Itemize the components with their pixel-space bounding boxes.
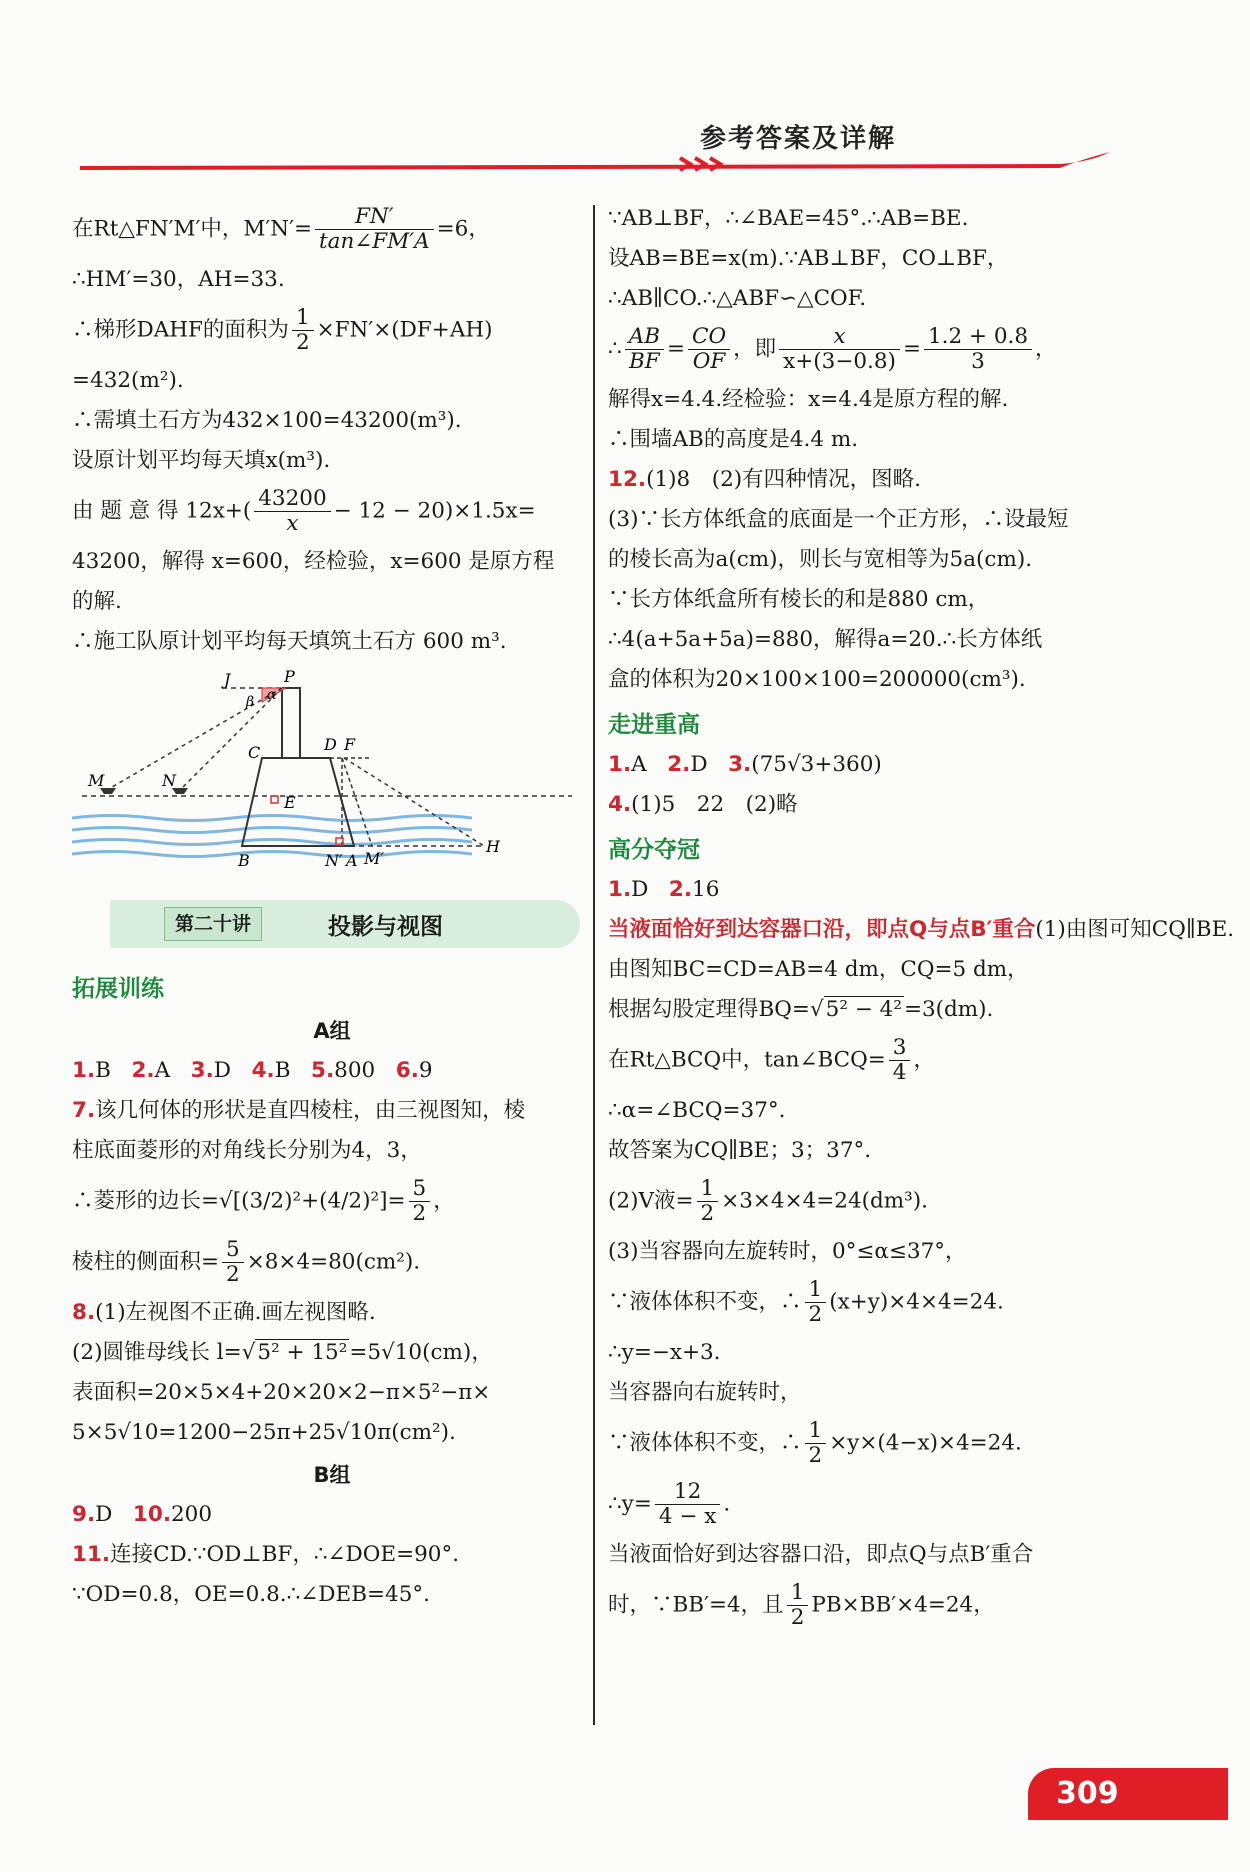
gaofen-q3-line-3: 根据勾股定理得BQ=√5² − 4²=3(dm). [608,997,994,1022]
answer: D [213,1058,232,1083]
text: ，即 [733,336,777,362]
numerator: 1 [805,1419,827,1444]
q12-line-5: ∴4(a+5a+5a)=880，解得a=20.∴长方体纸 [608,627,1043,652]
text: (1)由图可知CQ∥BE. [1035,917,1235,942]
text: 根据勾股定理得BQ= [608,997,810,1022]
text: 棱柱的侧面积= [72,1249,220,1275]
answers-zoujin [608,751,1128,779]
fraction [625,325,664,374]
q8-line-3: 表面积=20×5×4+20×20×2−π×5²−π× [72,1380,491,1405]
left-line-9: 的解. [72,589,122,614]
text: ∴ [608,336,622,362]
fraction [292,306,314,355]
text: ×3×4×4=24(dm³). [721,1188,929,1214]
label-J: J [224,670,231,689]
right-line-5: 解得x=4.4.经检验：x=4.4是原方程的解. [608,387,1009,412]
fraction [779,325,900,374]
q8-line-1 [72,1299,592,1327]
fraction [805,1278,827,1327]
answer: B [95,1058,111,1083]
gaofen-q3-line-10: ∴y=−x+3. [608,1340,721,1365]
q-number: 1. [608,752,632,777]
q7-line-2: 柱底面菱形的对角线长分别为4，3， [72,1138,422,1163]
answer: D [690,752,708,777]
answer: 9 [418,1058,433,1083]
label-alpha: α [267,687,277,703]
denominator: tan∠FM′A [318,229,430,254]
label-beta: β [246,694,255,710]
q-number: 3. [728,752,752,777]
gaofen-q3-line-1 [608,916,1235,944]
text: ×8×4=80(cm²). [246,1249,421,1275]
equals: = [667,336,686,362]
q-number: 11. [72,1542,111,1567]
denominator: 2 [808,1443,823,1468]
page-number: 309 [1056,1776,1119,1811]
q8-line-4: 5×5√10=1200−25π+25√10π(cm²). [72,1420,456,1445]
answer: 200 [171,1502,213,1527]
label-P: P [284,668,295,686]
text: 连接CD.∵OD⊥BF，∴∠DOE=90°. [110,1542,460,1567]
fraction [787,1581,809,1630]
text: ∵液体体积不变，∴ [608,1430,802,1456]
denominator: 2 [700,1201,715,1226]
answer: D [631,877,649,902]
answer: 800 [334,1058,376,1083]
denominator: 2 [790,1605,805,1630]
left-line-6: 设原计划平均每天填x(m³). [72,448,331,473]
text: ∴梯形DAHF的面积为 [72,317,289,343]
numerator: 1 [292,306,314,331]
text: ×y×(4−x)×4=24. [829,1430,1022,1456]
q12-line-3: 的棱长高为a(cm)，则长与宽相等为5a(cm). [608,547,1033,572]
text: =3(dm). [903,997,994,1022]
q12-line-2: (3)∵长方体纸盒的底面是一个正方形，∴设最短 [608,507,1069,532]
text: 时，∵BB′=4，且 [608,1592,784,1618]
group-b-heading: B组 [313,1463,351,1487]
label-B: B [238,851,250,870]
numerator: 12 [655,1480,721,1505]
q-number: 4. [608,792,632,817]
gaofen-q3-line-11: 当容器向右旋转时， [608,1380,802,1405]
gaofen-q3-line-8: (3)当容器向左旋转时，0°≤α≤37°， [608,1239,967,1264]
fraction [254,487,330,536]
right-line-6: ∴围墙AB的高度是4.4 m. [608,427,859,452]
text: . [723,1491,731,1517]
numerator: x [779,325,900,350]
left-column [72,205,592,1621]
text: − 12 − 20)×1.5x= [333,498,536,524]
text: ， [433,1188,455,1214]
denominator: 4 [892,1060,907,1085]
numerator: CO [688,325,730,350]
label-F: F [344,735,356,754]
text: ×FN′×(DF+AH) [316,317,493,343]
text: 在Rt△BCQ中，tan∠BCQ= [608,1047,886,1073]
denominator: 2 [808,1302,823,1327]
label-H: H [486,837,500,856]
text: (2)圆锥母线长 l= [72,1340,242,1365]
q-number: 2. [131,1058,155,1083]
numerator: 5 [409,1177,431,1202]
numerator: 1 [787,1581,809,1606]
label-D: D [324,735,337,754]
right-line-3: ∴AB∥CO.∴△ABF∽△COF. [608,286,867,311]
label-N-prime: N′ [325,851,343,870]
text: (x+y)×4×4=24. [829,1289,1004,1315]
geometry-figure [72,668,592,888]
fraction [805,1419,827,1468]
label-E: E [284,793,296,812]
numerator: 3 [889,1036,911,1061]
label-M: M [88,771,105,790]
denominator: x [286,511,299,536]
q-number: 1. [608,877,632,902]
header-decoration [80,150,1110,174]
q-number: 4. [251,1058,275,1083]
gaofen-q3-line-9 [608,1278,1128,1327]
q-number: 10. [132,1502,171,1527]
q-number: 7. [72,1098,96,1123]
fraction [697,1177,719,1226]
right-line-4 [608,325,1128,374]
left-line-10: ∴施工队原计划平均每天填筑土石方 600 m³. [72,629,507,654]
gaofen-q3-line-7 [608,1177,1128,1226]
fraction [315,205,434,254]
gaofen-q3-line-6: 故答案为CQ∥BE；3；37°. [608,1138,872,1163]
text: =5√10(cm)， [349,1340,493,1365]
text: ∵液体体积不变，∴ [608,1289,802,1315]
lesson-title: 投影与视图 [328,914,443,940]
gaofen-q3-line-12 [608,1419,1128,1468]
answers-group-a [72,1057,592,1085]
answer: (75√3+360) [751,752,882,777]
group-a-heading: A组 [313,1019,351,1043]
fraction [688,325,730,374]
fraction [409,1177,431,1226]
label-M-prime: M′ [364,849,385,868]
section-heading-gaofen: 高分夺冠 [608,837,700,863]
left-line-4: =432(m²). [72,368,184,393]
label-A: A [346,851,358,870]
lesson-tag: 第二十讲 [164,907,262,941]
numerator: 1.2 + 0.8 [924,325,1032,350]
q-number: 当液面恰好到达容器口沿，即点Q与点B′重合 [608,917,1036,942]
answer: A [631,752,647,777]
q-number: 12. [608,467,647,492]
gaofen-q3-line-13 [608,1480,1128,1529]
equals: = [902,336,921,362]
answer: A [154,1058,171,1083]
numerator: 43200 [254,487,330,512]
fraction [655,1480,721,1529]
q8-line-2: (2)圆锥母线长 l=√5² + 15²=5√10(cm)， [72,1340,493,1365]
section-heading-extension: 拓展训练 [72,976,164,1002]
denominator: BF [628,349,660,374]
text: ∴菱形的边长=√[(3/2)²+(4/2)²]= [72,1188,406,1214]
left-line-7 [72,487,592,536]
q-number: 5. [311,1058,335,1083]
left-line-3 [72,306,592,355]
answer: (1)5 22 (2)略 [631,792,798,817]
text: 该几何体的形状是直四棱柱，由三视图知，棱 [95,1098,526,1123]
right-line-2: 设AB=BE=x(m).∵AB⊥BF，CO⊥BF， [608,246,1009,271]
gaofen-q3-line-14: 当液面恰好到达容器口沿，即点Q与点B′重合 [608,1542,1034,1567]
answers-gaofen [608,876,1128,904]
right-column [608,205,1235,1642]
denominator: x+(3−0.8) [783,349,896,374]
label-C: C [248,743,261,762]
numerator: 1 [805,1278,827,1303]
gaofen-q3-line-5: ∴α=∠BCQ=37°. [608,1098,786,1123]
figure-svg [72,668,592,888]
fraction [924,325,1032,374]
denominator: 2 [412,1201,427,1226]
zoujin-q4 [608,791,1128,819]
denominator: 2 [226,1262,240,1287]
q11-line-2: ∵OD=0.8，OE=0.8.∴∠DEB=45°. [72,1582,430,1607]
right-line-1: ∵AB⊥BF，∴∠BAE=45°.∴AB=BE. [608,206,969,231]
text: ， [913,1047,935,1073]
text: ∴y= [608,1491,652,1517]
text: (2)V液= [608,1188,694,1214]
denominator: 2 [295,330,310,355]
q12-line-6: 盒的体积为20×100×100=200000(cm³). [608,667,1026,692]
text: (1)左视图不正确.画左视图略. [95,1300,376,1325]
q-number: 3. [190,1058,214,1083]
answer: B [274,1058,291,1083]
text: =6， [436,216,490,242]
denominator: 4 − x [658,1504,717,1529]
text: 在Rt△FN′M′中，M′N′= [72,216,312,242]
radicand: 5² − 4² [825,997,902,1022]
answer: D [95,1502,113,1527]
lesson-banner [110,900,580,948]
numerator: AB [625,325,664,350]
header-title: 参考答案及详解 [700,124,897,154]
q7-line-4 [72,1238,592,1287]
left-line-5: ∴需填土石方为432×100=43200(m³). [72,408,462,433]
numerator: 1 [697,1177,719,1202]
q11-line-1 [72,1541,592,1569]
fraction [222,1238,244,1287]
q-number: 2. [667,752,691,777]
q-number: 9. [72,1502,96,1527]
text: ， [1035,336,1057,362]
gaofen-q3-line-4 [608,1036,1128,1085]
numerator: 5 [222,1238,244,1263]
numerator: FN′ [315,205,434,230]
q-number: 6. [395,1058,419,1083]
answers-group-b [72,1501,592,1529]
q7-line-1 [72,1097,592,1125]
q12-line-1 [608,466,1128,494]
fraction [889,1036,911,1085]
left-line-8: 43200，解得 x=600，经检验，x=600 是原方程 [72,549,555,574]
text: (1)8 (2)有四种情况，图略. [646,467,922,492]
text: PB×BB′×4=24， [811,1592,995,1618]
q-number: 1. [72,1058,96,1083]
gaofen-q3-line-15 [608,1581,1128,1630]
q-number: 2. [668,877,693,902]
gaofen-q3-line-2: 由图知BC=CD=AB=4 dm，CQ=5 dm， [608,957,1029,982]
denominator: OF [692,349,726,374]
column-divider [593,205,595,1725]
q12-line-4: ∵长方体纸盒所有棱长的和是880 cm， [608,587,990,612]
radicand: 5² + 15² [257,1340,348,1365]
text: 由 题 意 得 12x+( [72,498,252,524]
q-number: 8. [72,1300,96,1325]
denominator: 3 [971,349,985,374]
left-line-2: ∴HM′=30，AH=33. [72,267,285,292]
answer: 16 [692,877,720,902]
left-line-1 [72,205,592,254]
section-heading-zoujin: 走进重高 [608,712,700,738]
q7-line-3 [72,1177,592,1226]
label-N: N [162,771,176,790]
